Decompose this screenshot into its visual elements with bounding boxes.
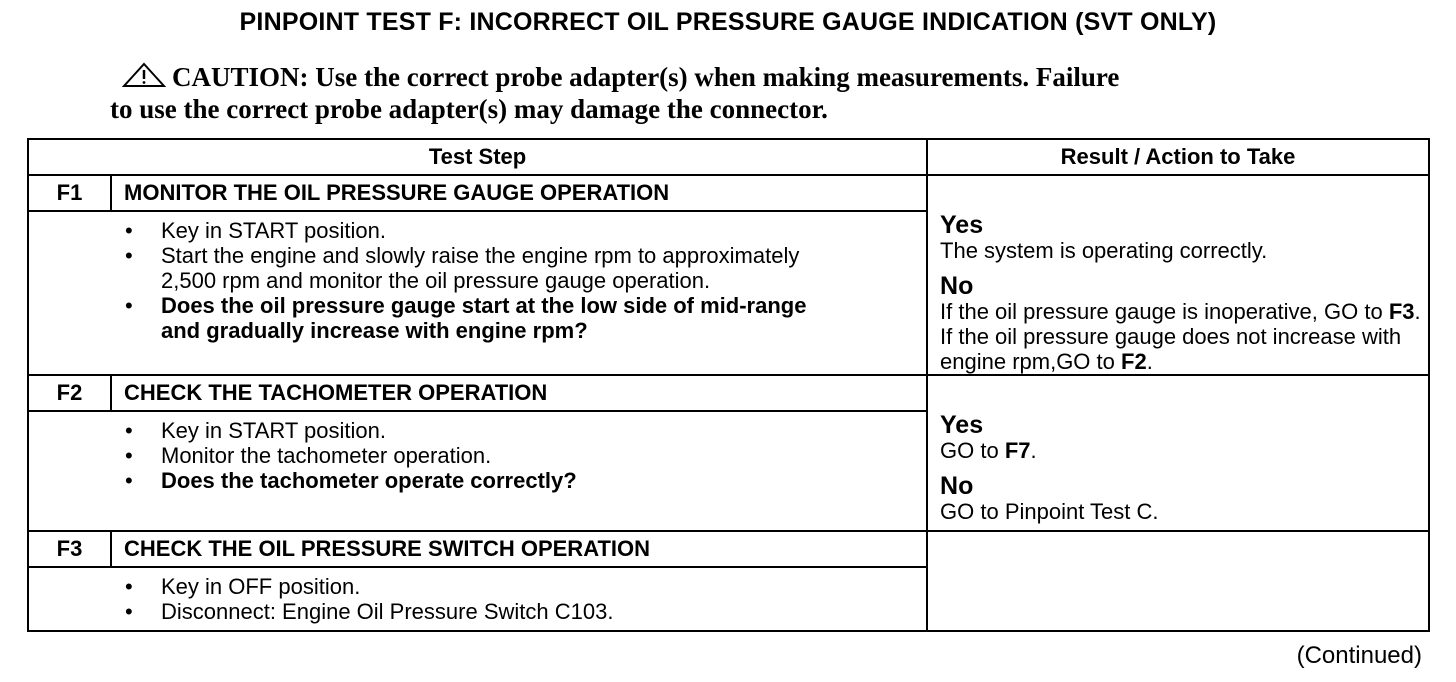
bullet-icon: •: [125, 418, 133, 443]
result-cell: [927, 175, 1429, 375]
result-no-text: [940, 299, 1428, 374]
step-body: [28, 567, 927, 631]
step-id: F3: [28, 531, 111, 567]
continued-note: (Continued): [1296, 642, 1422, 669]
result-cell: [927, 375, 1429, 531]
list-item: [29, 468, 926, 493]
step-body: [28, 211, 927, 375]
step-instruction: Disconnect: Engine Oil Pressure Switch C103.: [161, 599, 614, 624]
result-yes-label: Yes: [940, 211, 984, 239]
header-test-step: Test Step: [28, 139, 927, 175]
step-title: MONITOR THE OIL PRESSURE GAUGE OPERATION: [111, 175, 927, 211]
caution-notice: [110, 62, 1330, 124]
caution-line-2: to use the correct probe adapter(s) may damage the connector.: [110, 94, 828, 124]
step-instruction: Key in START position.: [161, 418, 386, 443]
step-id: F1: [28, 175, 111, 211]
caution-line-1: [110, 62, 1330, 94]
header-result-action: Result / Action to Take: [927, 139, 1429, 175]
step-reference: F7: [1004, 438, 1031, 463]
step-instruction: Monitor the tachometer operation.: [161, 443, 492, 468]
result-yes-text: The system is operating correctly.: [940, 238, 1268, 263]
table-header-row: [28, 139, 1429, 175]
result-no-segment: . If the oil pressure gauge does not increase with engine rpm,GO to: [940, 299, 1421, 374]
result-no-segment: If the oil pressure gauge is inoperative, GO to: [940, 299, 1389, 324]
table-row: [28, 531, 1429, 567]
result-yes-segment: .: [1030, 438, 1037, 463]
step-question: Does the tachometer operate correctly?: [161, 468, 577, 493]
step-instruction: Key in START position.: [161, 218, 386, 243]
step-instruction: Start the engine and slowly raise the engine rpm to approximately 2,500 rpm and monitor the oil pressure gauge operation.: [161, 243, 800, 293]
list-item: [29, 243, 926, 293]
warning-triangle-icon: [122, 62, 166, 94]
list-item: [29, 293, 926, 343]
bullet-icon: •: [125, 218, 133, 243]
bullet-icon: •: [125, 599, 133, 624]
result-yes-label: Yes: [940, 411, 984, 439]
list-item: [29, 443, 926, 468]
list-item: [29, 418, 926, 443]
test-step-table: [27, 138, 1430, 632]
step-reference: F3: [1388, 299, 1415, 324]
step-title: CHECK THE OIL PRESSURE SWITCH OPERATION: [111, 531, 927, 567]
list-item: [29, 599, 926, 624]
list-item: [29, 574, 926, 599]
caution-label: CAUTION:: [172, 62, 309, 92]
table-row: [28, 375, 1429, 411]
result-yes-segment: GO to: [940, 438, 1005, 463]
result-no-text: GO to Pinpoint Test C.: [940, 499, 1159, 524]
result-cell: [927, 531, 1429, 631]
bullet-icon: •: [125, 468, 133, 493]
result-no-label: No: [940, 472, 974, 500]
step-body: [28, 411, 927, 531]
step-id: F2: [28, 375, 111, 411]
result-yes-text: [940, 438, 1428, 463]
list-item: [29, 218, 926, 243]
caution-text-1: Use the correct probe adapter(s) when making measurements. Failure: [308, 62, 1120, 92]
step-reference: F2: [1121, 349, 1147, 374]
step-question: Does the oil pressure gauge start at the low side of mid-range and gradually increase with engine rpm?: [161, 293, 807, 343]
table-row: [28, 175, 1429, 211]
result-no-segment: .: [1146, 349, 1153, 374]
bullet-icon: •: [125, 293, 133, 318]
step-title: CHECK THE TACHOMETER OPERATION: [111, 375, 927, 411]
result-no-label: No: [940, 272, 974, 300]
bullet-icon: •: [125, 574, 133, 599]
bullet-icon: •: [125, 243, 133, 268]
step-instruction: Key in OFF position.: [161, 574, 361, 599]
page-title: PINPOINT TEST F: INCORRECT OIL PRESSURE GAUGE INDICATION (SVT ONLY): [239, 8, 1217, 36]
bullet-icon: •: [125, 443, 133, 468]
